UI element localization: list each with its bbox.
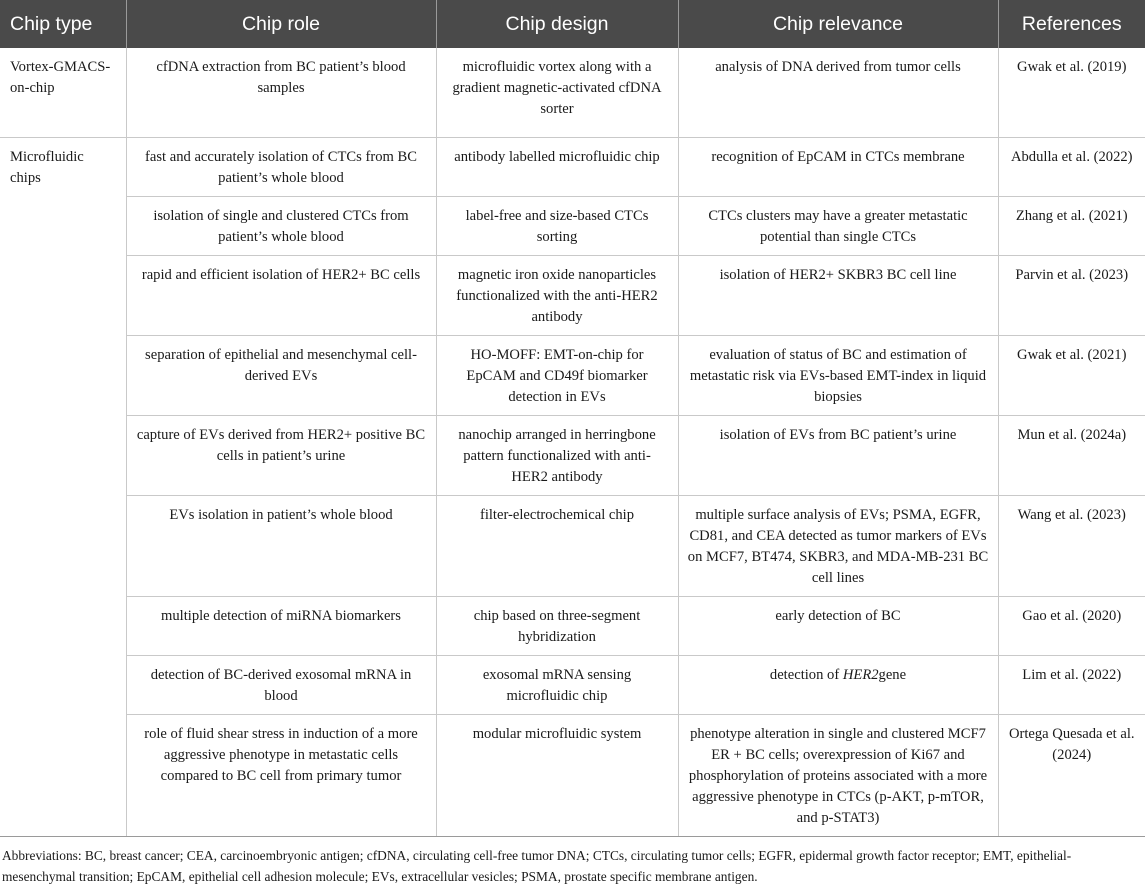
reference-cell: Lim et al. (2022): [998, 655, 1145, 714]
header-row: [0, 0, 1145, 48]
table-row: [0, 335, 1145, 415]
design-cell: HO-MOFF: EMT-on-chip for EpCAM and CD49f biomarker detection in EVs: [436, 335, 678, 415]
role-cell: multiple detection of miRNA biomarkers: [126, 596, 436, 655]
role-cell: role of fluid shear stress in induction of a more aggressive phenotype in metastatic cells compared to BC cell from primary tumor: [126, 714, 436, 836]
design-cell: label-free and size-based CTCs sorting: [436, 196, 678, 255]
role-cell: separation of epithelial and mesenchymal cell-derived EVs: [126, 335, 436, 415]
role-cell: detection of BC-derived exosomal mRNA in blood: [126, 655, 436, 714]
relevance-cell: multiple surface analysis of EVs; PSMA, EGFR, CD81, and CEA detected as tumor markers of EVs on MCF7, BT474, SKBR3, and MDA-MB-231 BC cell lines: [678, 495, 998, 596]
table-row: [0, 596, 1145, 655]
relevance-text-suffix: gene: [878, 666, 907, 683]
reference-cell: Mun et al. (2024a): [998, 415, 1145, 495]
table-row: [0, 714, 1145, 836]
gene-name: HER2: [842, 666, 879, 683]
relevance-cell: isolation of HER2+ SKBR3 BC cell line: [678, 255, 998, 335]
design-cell: modular microfluidic system: [436, 714, 678, 836]
chip-type-cell: Vortex-GMACS-on-chip: [0, 48, 126, 137]
relevance-cell: analysis of DNA derived from tumor cells: [678, 48, 998, 137]
relevance-cell: early detection of BC: [678, 596, 998, 655]
role-cell: isolation of single and clustered CTCs from patient’s whole blood: [126, 196, 436, 255]
relevance-cell: isolation of EVs from BC patient’s urine: [678, 415, 998, 495]
header-chip-design: Chip design: [436, 0, 678, 48]
header-chip-relevance: Chip relevance: [678, 0, 998, 48]
header-chip-role: Chip role: [126, 0, 436, 48]
design-cell: microfluidic vortex along with a gradient magnetic-activated cfDNA sorter: [436, 48, 678, 137]
role-cell: cfDNA extraction from BC patient’s blood samples: [126, 48, 436, 137]
design-cell: magnetic iron oxide nanoparticles functionalized with the anti-HER2 antibody: [436, 255, 678, 335]
header-references: References: [998, 0, 1145, 48]
table-row: [0, 196, 1145, 255]
design-cell: antibody labelled microfluidic chip: [436, 137, 678, 196]
design-cell: nanochip arranged in herringbone pattern functionalized with anti-HER2 antibody: [436, 415, 678, 495]
table-row: [0, 137, 1145, 196]
relevance-cell: [678, 655, 998, 714]
abbreviations-footnote: Abbreviations: BC, breast cancer; CEA, carcinoembryonic antigen; cfDNA, circulating cell-free tumor DNA; CTCs, circulating tumor cells; EGFR, epidermal growth factor receptor; EMT, epithelial-mesenchymal transition; EpCAM, epithelial cell adhesion molecule; EVs, extracellular vesicles; PSMA, prostate specific membrane antigen.: [2, 847, 1072, 884]
table-row: [0, 495, 1145, 596]
design-cell: chip based on three-segment hybridization: [436, 596, 678, 655]
reference-cell: Gao et al. (2020): [998, 596, 1145, 655]
role-cell: capture of EVs derived from HER2+ positive BC cells in patient’s urine: [126, 415, 436, 495]
table-row: [0, 48, 1145, 137]
relevance-cell: evaluation of status of BC and estimation of metastatic risk via EVs-based EMT-index in liquid biopsies: [678, 335, 998, 415]
reference-cell: Gwak et al. (2019): [998, 48, 1145, 137]
reference-cell: Gwak et al. (2021): [998, 335, 1145, 415]
reference-cell: Wang et al. (2023): [998, 495, 1145, 596]
role-cell: EVs isolation in patient’s whole blood: [126, 495, 436, 596]
table-row: [0, 655, 1145, 714]
role-cell: rapid and efficient isolation of HER2+ BC cells: [126, 255, 436, 335]
reference-cell: Parvin et al. (2023): [998, 255, 1145, 335]
relevance-cell: recognition of EpCAM in CTCs membrane: [678, 137, 998, 196]
header-chip-type: Chip type: [0, 0, 126, 48]
reference-cell: Ortega Quesada et al. (2024): [998, 714, 1145, 836]
table-row: [0, 415, 1145, 495]
design-cell: filter-electrochemical chip: [436, 495, 678, 596]
relevance-cell: phenotype alteration in single and clustered MCF7 ER + BC cells; overexpression of Ki67 and phosphorylation of proteins associated with a more aggressive phenotype in CTCs (p-AKT, p-mTOR, and p-STAT3): [678, 714, 998, 836]
chip-type-cell: Microfluidic chips: [0, 137, 126, 836]
role-cell: fast and accurately isolation of CTCs from BC patient’s whole blood: [126, 137, 436, 196]
reference-cell: Abdulla et al. (2022): [998, 137, 1145, 196]
table-row: [0, 255, 1145, 335]
design-cell: exosomal mRNA sensing microfluidic chip: [436, 655, 678, 714]
relevance-text-prefix: detection of: [769, 666, 843, 683]
relevance-cell: CTCs clusters may have a greater metastatic potential than single CTCs: [678, 196, 998, 255]
reference-cell: Zhang et al. (2021): [998, 196, 1145, 255]
